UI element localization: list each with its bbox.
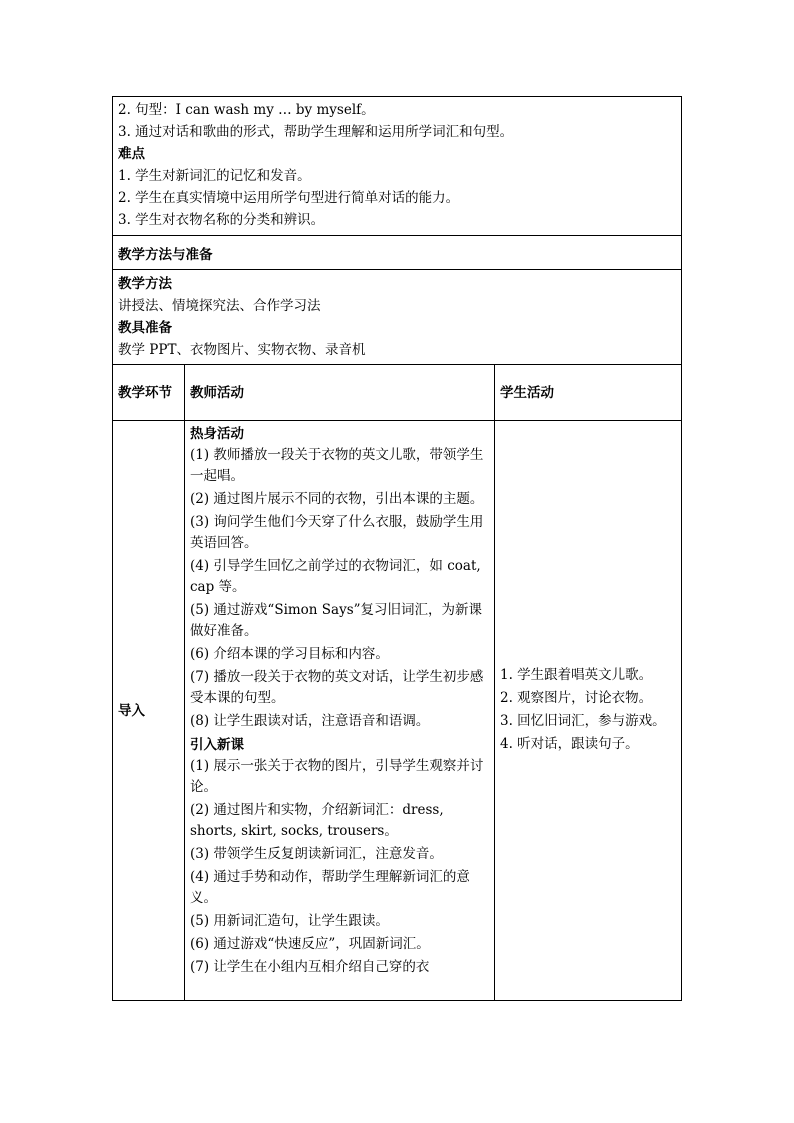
methods-cell xyxy=(113,270,682,365)
intro-row xyxy=(113,421,682,1001)
method-heading: 教学方法 xyxy=(118,276,172,292)
newlesson-item: (3) 带领学生反复朗读新词汇，注意发音。 xyxy=(190,846,443,862)
lesson-plan-table xyxy=(112,96,682,1001)
methods-heading-row xyxy=(113,236,682,270)
newlesson-item: (2) 通过图片和实物，介绍新词汇：dress, shorts, skirt, socks, trousers。 xyxy=(190,802,444,839)
newlesson-item: (5) 用新词汇造句，让学生跟读。 xyxy=(190,913,389,929)
warmup-item: (6) 介绍本课的学习目标和内容。 xyxy=(190,646,389,662)
tools-heading: 教具准备 xyxy=(118,320,172,336)
newlesson-item: (7) 让学生在小组内互相介绍自己穿的衣 xyxy=(190,959,430,975)
methods-row xyxy=(113,270,682,365)
newlesson-heading: 引入新课 xyxy=(190,737,244,753)
difficulty-heading: 难点 xyxy=(118,146,145,162)
objectives-row xyxy=(113,97,682,236)
header-stage: 教学环节 xyxy=(113,365,185,421)
difficulty-line-2: 2. 学生在真实情境中运用所学句型进行简单对话的能力。 xyxy=(118,190,460,206)
header-teacher: 教师活动 xyxy=(185,365,495,421)
objectives-cell xyxy=(113,97,682,236)
warmup-item: (4) 引导学生回忆之前学过的衣物词汇，如 coat, cap 等。 xyxy=(190,558,481,595)
teacher-activity-cell xyxy=(185,421,495,1001)
newlesson-item: (1) 展示一张关于衣物的图片，引导学生观察并讨论。 xyxy=(190,758,484,795)
methods-heading: 教学方法与准备 xyxy=(113,236,682,270)
method-text: 讲授法、情境探究法、合作学习法 xyxy=(118,298,321,314)
warmup-item: (5) 通过游戏“Simon Says”复习旧词汇，为新课做好准备。 xyxy=(190,602,483,639)
difficulty-line-1: 1. 学生对新词汇的记忆和发音。 xyxy=(118,168,311,184)
warmup-item: (3) 询问学生他们今天穿了什么衣服，鼓励学生用英语回答。 xyxy=(190,514,484,551)
header-student: 学生活动 xyxy=(495,365,682,421)
sentence-pattern-line: 2. 句型：I can wash my … by myself。 xyxy=(118,102,375,118)
student-item: 4. 听对话，跟读句子。 xyxy=(500,735,639,752)
warmup-item: (7) 播放一段关于衣物的英文对话，让学生初步感受本课的句型。 xyxy=(190,669,484,706)
student-item: 1. 学生跟着唱英文儿歌。 xyxy=(500,666,653,683)
student-activity-cell xyxy=(495,421,682,1001)
warmup-item: (8) 让学生跟读对话，注意语音和语调。 xyxy=(190,713,430,729)
lesson-plan-page xyxy=(112,96,681,1001)
warmup-heading: 热身活动 xyxy=(190,426,244,442)
warmup-item: (2) 通过图片展示不同的衣物，引出本课的主题。 xyxy=(190,491,484,507)
student-item: 3. 回忆旧词汇，参与游戏。 xyxy=(500,712,666,729)
student-item: 2. 观察图片，讨论衣物。 xyxy=(500,689,653,706)
table-header-row xyxy=(113,365,682,421)
tools-text: 教学 PPT、衣物图片、实物衣物、录音机 xyxy=(118,342,366,358)
newlesson-item: (4) 通过手势和动作，帮助学生理解新词汇的意义。 xyxy=(190,869,470,906)
warmup-item: (1) 教师播放一段关于衣物的英文儿歌，带领学生一起唱。 xyxy=(190,447,484,484)
stage-cell: 导入 xyxy=(113,421,185,1001)
newlesson-item: (6) 通过游戏“快速反应”，巩固新词汇。 xyxy=(190,936,430,952)
difficulty-line-3: 3. 学生对衣物名称的分类和辨识。 xyxy=(118,212,325,228)
dialogue-song-line: 3. 通过对话和歌曲的形式，帮助学生理解和运用所学词汇和句型。 xyxy=(118,124,514,140)
